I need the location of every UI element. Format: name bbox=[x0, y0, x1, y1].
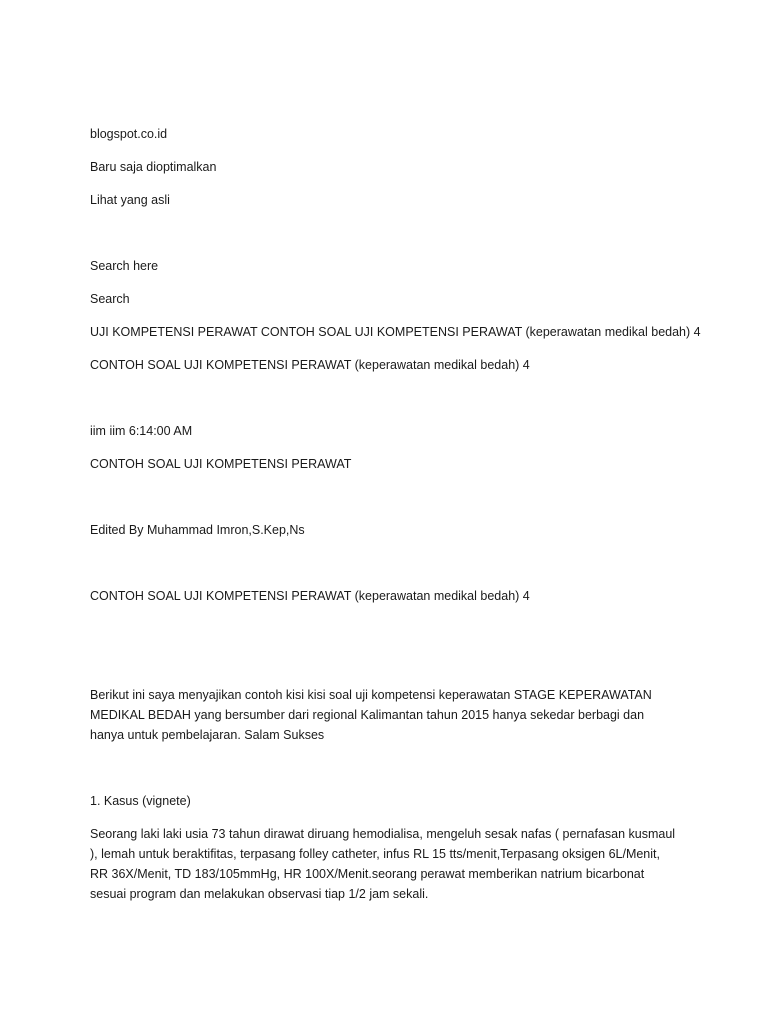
source-domain[interactable]: blogspot.co.id bbox=[90, 127, 168, 141]
search-input[interactable]: Search here bbox=[90, 259, 159, 273]
case-label: 1. Kasus (vignete) bbox=[90, 794, 191, 808]
case-paragraph: Seorang laki laki usia 73 tahun dirawat diruang hemodialisa, mengeluh sesak nafas ( pernafasan kusmaul ), lemah untuk beraktifitas, terpasang folley catheter, infus RL 15 tts/menit,Terpasang oksigen 6L/Menit, RR 36X/Menit, TD 183/105mmHg, HR 100X/Menit.seorang perawat memberikan natrium bicarbonat sesuai program dan melakukan observasi tiap 1/2 jam sekali. bbox=[90, 827, 676, 901]
editor-credit: Edited By Muhammad Imron,S.Kep,Ns bbox=[90, 523, 305, 537]
post-subtitle: CONTOH SOAL UJI KOMPETENSI PERAWAT (keperawatan medikal bedah) 4 bbox=[90, 589, 530, 603]
intro-paragraph: Berikut ini saya menyajikan contoh kisi kisi soal uji kompetensi keperawatan STAGE KEPERAWATAN MEDIKAL BEDAH yang bersumber dari regional Kalimantan tahun 2015 hanya sekedar berbagi dan hanya untuk pembelajaran. Salam Sukses bbox=[90, 688, 652, 742]
optimized-notice: Baru saja dioptimalkan bbox=[90, 160, 217, 174]
section-heading: CONTOH SOAL UJI KOMPETENSI PERAWAT bbox=[90, 457, 352, 471]
post-title: CONTOH SOAL UJI KOMPETENSI PERAWAT (keperawatan medikal bedah) 4 bbox=[90, 358, 530, 372]
author-time: iim iim 6:14:00 AM bbox=[90, 424, 193, 438]
search-button[interactable]: Search bbox=[90, 292, 130, 306]
breadcrumb-title[interactable]: UJI KOMPETENSI PERAWAT CONTOH SOAL UJI KOMPETENSI PERAWAT (keperawatan medikal bedah) 4 bbox=[90, 325, 701, 339]
view-original-link[interactable]: Lihat yang asli bbox=[90, 193, 170, 207]
